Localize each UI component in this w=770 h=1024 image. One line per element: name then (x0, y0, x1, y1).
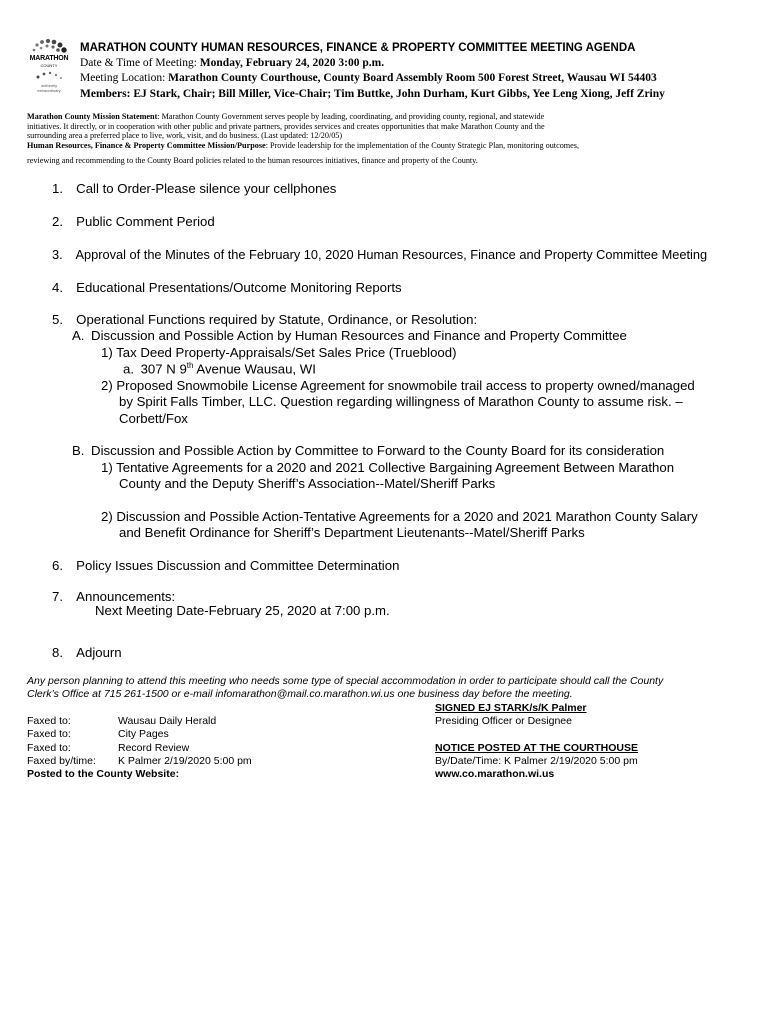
logo-dots-bottom-icon (24, 69, 74, 83)
location-label: Meeting Location: (80, 72, 166, 84)
presiding-officer: Presiding Officer or Designee (435, 715, 572, 727)
mission-label: Marathon County Mission Statement (27, 112, 158, 121)
signed-by: SIGNED EJ STARK/s/K Palmer (435, 702, 587, 714)
agenda-item-1: 1. Call to Order-Please silence your cellphones (52, 181, 337, 196)
accommodation-notice-line-1: Any person planning to attend this meeting who needs some type of special accommodation in order to participate should call the County (27, 675, 664, 687)
notice-posted-by: By/Date/Time: K Palmer 2/19/2020 5:00 pm (435, 755, 638, 767)
agenda-item-5a-2-line-3: Corbett/Fox (119, 411, 188, 426)
agenda-item-5b-2-line-2: and Benefit Ordinance for Sheriff’s Department Lieutenants--Matel/Sheriff Parks (119, 525, 585, 540)
agenda-item-5a-1: 1) Tax Deed Property-Appraisals/Set Sales Price (Trueblood) (101, 345, 457, 360)
marathon-county-logo (24, 38, 74, 98)
address-sup: th (186, 361, 194, 370)
logo-tagline-2: extraordinary (37, 88, 61, 93)
faxed-to-1: Wausau Daily Herald (118, 715, 217, 727)
faxed-label-1: Faxed to: (27, 715, 71, 727)
agenda-item-5b: B. Discussion and Possible Action by Committee to Forward to the County Board for its consideration (72, 443, 665, 458)
agenda-item-5b-1-line-1: 1) Tentative Agreements for a 2020 and 2021 Collective Bargaining Agreement Between Marathon (101, 460, 675, 475)
agenda-item-5a-1-a (123, 361, 316, 376)
meeting-date (80, 57, 384, 69)
agenda-item-8: 8. Adjourn (52, 645, 122, 660)
mission-statement-line-2: initiatives. It directly, or in cooperation with other public and private partners, provides services and creates opportunities that make Marathon County and the (27, 122, 545, 131)
agenda-item-2: 2. Public Comment Period (52, 214, 215, 229)
accommodation-notice-line-2: Clerk’s Office at 715 261-1500 or e-mail infomarathon@mail.co.marathon.wi.us one business day before the meeting. (27, 688, 573, 700)
location-value: Marathon County Courthouse, County Board Assembly Room 500 Forest Street, Wausau WI 54403 (168, 72, 657, 84)
agenda-item-3: 3. Approval of the Minutes of the February 10, 2020 Human Resources, Finance and Property Committee Meeting (52, 247, 708, 262)
date-value: Monday, February 24, 2020 3:00 p.m. (199, 57, 385, 69)
faxed-by-label: Faxed by/time: (27, 755, 96, 767)
mission-text-1a: : Marathon County Government serves people by leading, coordinating, and providing county, regional, and statewide (157, 112, 545, 121)
faxed-by-value: K Palmer 2/19/2020 5:00 pm (118, 755, 252, 767)
agenda-item-5: 5. Operational Functions required by Statute, Ordinance, or Resolution: (52, 312, 478, 327)
address-post: Avenue Wausau, WI (193, 361, 316, 377)
purpose-text-2a: : Provide leadership for the implementation of the County Strategic Plan, monitoring outcomes, (265, 141, 580, 150)
next-meeting-date: Next Meeting Date-February 25, 2020 at 7:00 p.m. (95, 603, 390, 618)
members-line: Members: EJ Stark, Chair; Bill Miller, Vice-Chair; Tim Buttke, John Durham, Kurt Gibbs, Yee Leng Xiong, Jeff Zriny (80, 88, 665, 100)
faxed-to-2: City Pages (118, 728, 169, 740)
purpose-label: Human Resources, Finance & Property Committee Mission/Purpose (27, 141, 266, 150)
agenda-item-4: 4. Educational Presentations/Outcome Monitoring Reports (52, 280, 402, 295)
notice-posted-heading: NOTICE POSTED AT THE COURTHOUSE (435, 742, 639, 754)
faxed-to-3: Record Review (118, 742, 190, 754)
committee-purpose-line-1 (27, 141, 579, 150)
agenda-item-5b-2-line-1: 2) Discussion and Possible Action-Tentative Agreements for a 2020 and 2021 Marathon County Salary (101, 509, 698, 524)
agenda-item-5a-2-line-2: by Spirit Falls Timber, LLC. Question regarding willingness of Marathon County to assume risk. – (119, 394, 683, 409)
date-label: Date & Time of Meeting: (80, 57, 197, 69)
agenda-item-6: 6. Policy Issues Discussion and Committee Determination (52, 558, 400, 573)
agenda-item-5b-1-line-2: County and the Deputy Sheriff’s Association--Matel/Sheriff Parks (119, 476, 496, 491)
agenda-item-5a: A. Discussion and Possible Action by Human Resources and Finance and Property Committee (72, 328, 627, 343)
mission-statement-line-3: surrounding area a preferred place to live, work, visit, and do business. (Last updated: 12/20/05) (27, 131, 343, 140)
mission-statement-line-1 (27, 112, 544, 121)
meeting-location (80, 72, 657, 84)
agenda-title: MARATHON COUNTY HUMAN RESOURCES, FINANCE & PROPERTY COMMITTEE MEETING AGENDA (80, 42, 636, 54)
address-pre: a. 307 N 9 (123, 361, 187, 377)
county-website[interactable]: www.co.marathon.wi.us (435, 768, 555, 780)
agenda-item-7: 7. Announcements: (52, 589, 176, 604)
logo-word: MARATHON (29, 55, 69, 62)
committee-purpose-line-2: reviewing and recommending to the County Board policies related to the human resources initiatives, finance and property of the County. (27, 156, 478, 165)
agenda-item-5a-2-line-1: 2) Proposed Snowmobile License Agreement for snowmobile trail access to property owned/managed (101, 378, 695, 393)
logo-tagline-1: uniformly (40, 83, 58, 88)
logo-sub: COUNTY (40, 63, 58, 68)
posted-website-label: Posted to the County Website: (27, 768, 180, 780)
faxed-label-3: Faxed to: (27, 742, 71, 754)
faxed-label-2: Faxed to: (27, 728, 71, 740)
